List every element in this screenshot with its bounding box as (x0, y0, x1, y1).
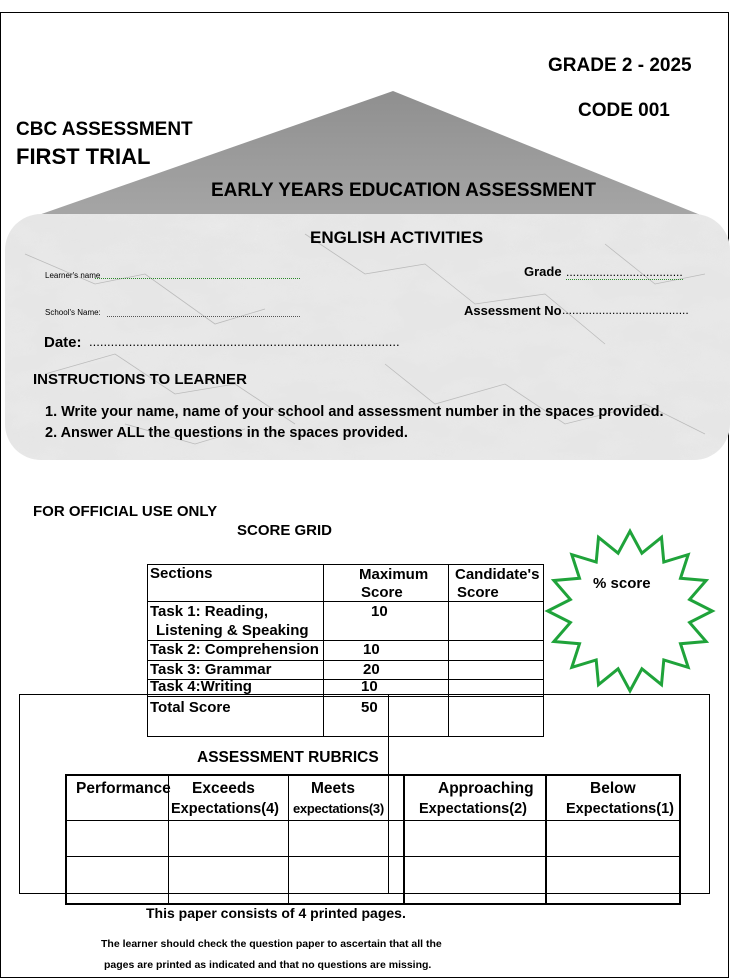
assessment-no-field[interactable]: ...................................... (562, 303, 689, 317)
task1-label-2: Listening & Speaking (156, 622, 309, 639)
rubric-exceeds-2: Expectations(4) (171, 801, 279, 817)
col-maximum: Maximum (359, 566, 429, 583)
col-maximum-score: Score (361, 584, 403, 601)
total-max: 50 (361, 699, 378, 716)
percent-score-star (540, 526, 720, 696)
task1-label: Task 1: Reading, (150, 603, 269, 620)
date-field[interactable]: ...................................................................................... (89, 334, 400, 349)
rubric-below-2: Expectations(1) (566, 801, 674, 817)
task1-max: 10 (371, 603, 388, 620)
col-candidate-score: Score (457, 584, 499, 601)
col-candidate: Candidate's (455, 566, 540, 583)
rubric-meets: Meets (311, 780, 355, 797)
task4-label: Task 4:Writing (150, 678, 252, 695)
learner-name-field[interactable] (95, 278, 300, 279)
rubric-exceeds: Exceeds (192, 780, 255, 797)
cbc-title: CBC ASSESSMENT (16, 119, 193, 140)
task3-max: 20 (363, 661, 380, 678)
trial-title: FIRST TRIAL (16, 144, 151, 169)
grade-label: Grade (524, 264, 562, 279)
paper-code: CODE 001 (578, 100, 670, 121)
assessment-no-label: Assessment No (464, 303, 562, 318)
rubric-meets-2: expectations(3) (293, 801, 384, 816)
instruction-1: 1. Write your name, name of your school and assessment number in the spaces provided. (45, 404, 664, 420)
school-name-label: School's Name: (45, 308, 101, 317)
subject-title: ENGLISH ACTIVITIES (310, 228, 484, 247)
rubric-below: Below (590, 780, 636, 797)
task2-max: 10 (363, 641, 380, 658)
task2-label: Task 2: Comprehension (150, 641, 319, 658)
check-note-2: pages are printed as indicated and that no questions are missing. (104, 959, 432, 971)
rubric-performance: Performance (76, 780, 171, 797)
official-use-label: FOR OFFICIAL USE ONLY (33, 503, 218, 520)
task4-max: 10 (361, 678, 378, 695)
percent-score-label: % score (593, 575, 651, 592)
rubrics-title: ASSESSMENT RUBRICS (197, 749, 379, 766)
eye-title: EARLY YEARS EDUCATION ASSESSMENT (211, 180, 597, 201)
score-grid-title: SCORE GRID (237, 522, 333, 539)
rubric-approaching-2: Expectations(2) (419, 801, 527, 817)
total-label: Total Score (150, 699, 231, 716)
col-sections: Sections (150, 565, 213, 582)
instruction-2: 2. Answer ALL the questions in the spaces provided. (45, 425, 408, 441)
rubric-approaching: Approaching (438, 780, 534, 797)
grade-year: GRADE 2 - 2025 (548, 55, 692, 76)
pages-note: This paper consists of 4 printed pages. (146, 905, 406, 921)
instructions-title: INSTRUCTIONS TO LEARNER (33, 371, 247, 388)
learner-name-label: Learner's name (45, 271, 101, 280)
task3-label: Task 3: Grammar (150, 661, 272, 678)
grade-field[interactable]: ................................... (566, 265, 683, 279)
date-label: Date: (44, 334, 82, 351)
rubric-table-border (65, 774, 681, 776)
school-name-field[interactable] (107, 316, 300, 317)
check-note-1: The learner should check the question paper to ascertain that all the (101, 938, 442, 950)
